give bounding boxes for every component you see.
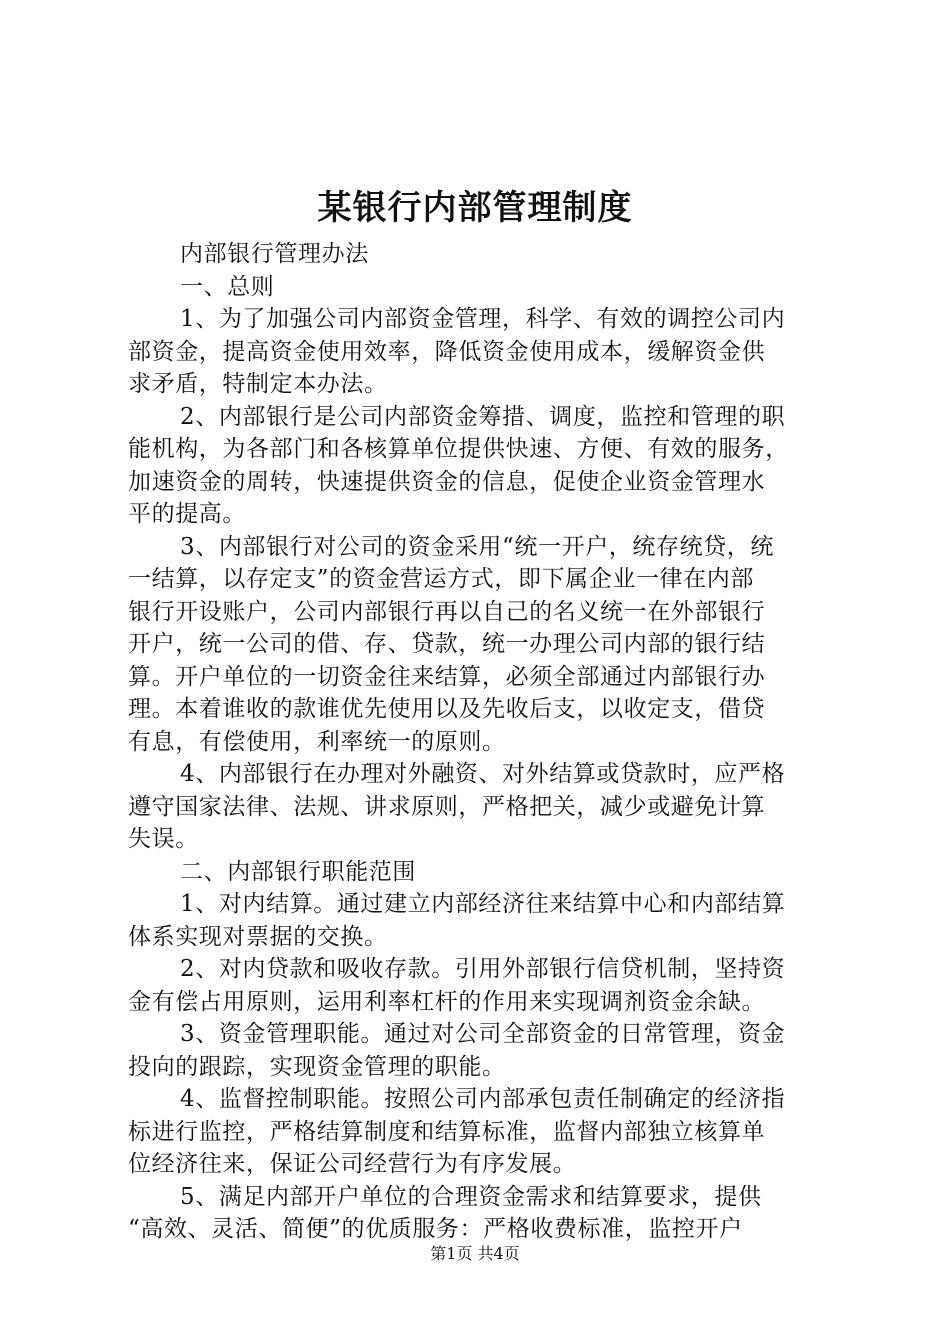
- paragraph-line: 加速资金的周转，快速提供资金的信息，促使企业资金管理水: [128, 468, 766, 495]
- paragraph-line: 4、监督控制职能。按照公司内部承包责任制确定的经济指: [180, 1086, 786, 1112]
- paragraph-line: 4、内部银行在办理对外融资、对外结算或贷款时，应严格: [180, 761, 786, 787]
- paragraph-line: 平的提高。: [128, 501, 246, 527]
- document-body: [128, 238, 828, 1246]
- paragraph-line: 投向的跟踪，实现资金管理的职能。: [128, 1053, 506, 1080]
- paragraph-line: 开户，统一公司的借、存、贷款，统一办理公司内部的银行结: [128, 631, 766, 657]
- paragraph-line: 银行开设账户，公司内部银行再以自己的名义统一在外部银行: [128, 598, 766, 625]
- document-title: 某银行内部管理制度: [317, 188, 633, 228]
- paragraph-line: 能机构，为各部门和各核算单位提供快速、方便、有效的服务，: [128, 436, 789, 462]
- paragraph-line: 一结算，以存定支”的资金营运方式，即下属企业一律在内部: [128, 566, 754, 592]
- paragraph-line: 1、为了加强公司内部资金管理，科学、有效的调控公司内: [180, 306, 786, 332]
- section-heading: 一、总则: [180, 273, 275, 300]
- paragraph-line: 2、内部银行是公司内部资金筹措、调度，监控和管理的职: [180, 403, 786, 430]
- paragraph-line: 5、满足内部开户单位的合理资金需求和结算要求，提供: [180, 1183, 762, 1210]
- paragraph-line: 部资金，提高资金使用效率，降低资金使用成本，缓解资金供: [128, 338, 766, 365]
- paragraph-line: 求矛盾，特制定本办法。: [128, 371, 388, 397]
- paragraph-line: 1、对内结算。通过建立内部经济往来结算中心和内部结算: [180, 891, 786, 917]
- paragraph-line: 标进行监控，严格结算制度和结算标准，监督内部独立核算单: [128, 1118, 766, 1145]
- paragraph-line: 3、内部银行对公司的资金采用“统一开户，统存统贷，统: [180, 533, 774, 560]
- paragraph-line: 2、对内贷款和吸收存款。引用外部银行信贷机制，坚持资: [180, 956, 786, 982]
- page-number-footer: 第1页 共4页: [430, 1244, 520, 1263]
- paragraph-line: 体系实现对票据的交换。: [128, 923, 388, 950]
- paragraph-line: 遵守国家法律、法规、讲求原则，严格把关，减少或避免计算: [128, 793, 766, 820]
- paragraph-line: “高效、灵活、简便”的优质服务：严格收费标准，监控开户: [128, 1216, 743, 1242]
- paragraph-line: 失误。: [128, 826, 199, 852]
- paragraph-line: 3、资金管理职能。通过对公司全部资金的日常管理，资金: [180, 1021, 786, 1047]
- paragraph-line: 位经济往来，保证公司经营行为有序发展。: [128, 1151, 577, 1177]
- paragraph-line: 金有偿占用原则，运用利率杠杆的作用来实现调剂资金余缺。: [128, 988, 766, 1015]
- paragraph-line: 理。本着谁收的款谁优先使用以及先收后支，以收定支，借贷: [128, 696, 766, 722]
- section-heading: 二、内部银行职能范围: [180, 858, 416, 885]
- subtitle-line: 内部银行管理办法: [180, 241, 369, 267]
- paragraph-line: 算。开户单位的一切资金往来结算，必须全部通过内部银行办: [128, 663, 766, 690]
- paragraph-line: 有息，有偿使用，利率统一的原则。: [128, 728, 506, 755]
